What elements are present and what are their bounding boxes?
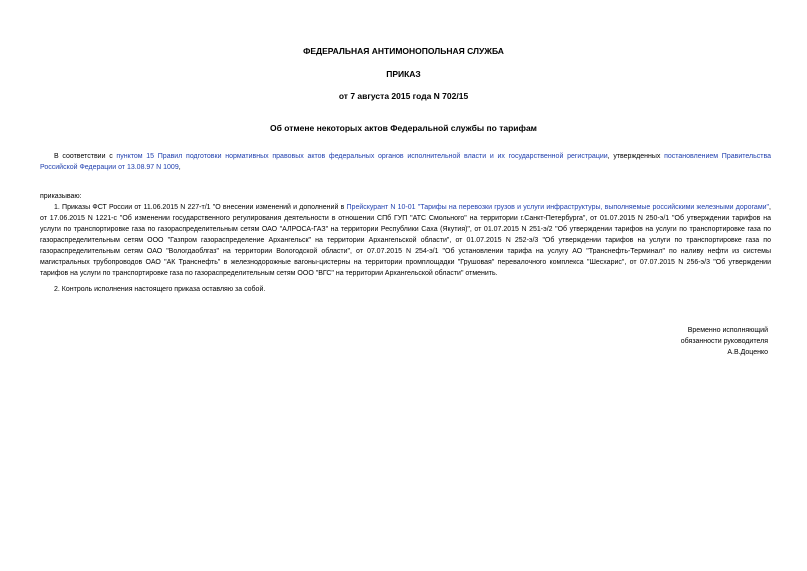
item-1-paragraph [40,202,771,279]
preamble-paragraph [40,151,771,173]
item-2-paragraph: 2. Контроль исполнения настоящего приказа оставляю за собой. [54,286,266,293]
price-list-link[interactable]: Прейскурант N 10-01 "Тарифы на перевозки грузов и услуги инфраструктуры, выполняемые российскими железными дорогами" [346,204,770,211]
rules-link[interactable]: пунктом 15 Правил подготовки нормативных правовых актов федеральных органов исполнительной власти и их государственной регистрации [116,153,608,160]
signature-title-line-2: обязанности руководителя [680,338,768,345]
preamble-middle: , утвержденных [607,153,665,160]
document-title: Об отмене некоторых актов Федеральной службы по тарифам [270,123,537,133]
order-word: приказываю: [40,193,82,200]
signature-title-line-1: Временно исполняющий [687,327,768,334]
item-1-rest: , от 17.06.2015 N 1221-с "Об изменении государственного регулирования деятельности в отношении СПб ГУП "АТС Смольного" на территории г.Санкт-Петербурга", от 01.07.2015 N 250-э/1 "Об утверждении тарифов на услуги по транспортировке газа по газораспределительным сетям ОАО "АЛРОСА-ГАЗ" на территории Республики Саха (Якутия)", от 01.07.2015 N 251-э/2 "Об утверждении тарифов на услуги по транспортировке газа по газораспределительным сетям ООО "Газпром газораспределение Архангельск" на территории Архангельской области", от 01.07.2015 N 252-э/3 "Об утверждении тарифов на услуги по транспортировке газа по газораспределительным сетям ОАО "Вологдаоблгаз" на территории Вологодской области", от 07.07.2015 N 254-э/1 "Об установлении тарифа на услугу АО "Транснефть-Терминал" по наливу нефти из системы магистральных трубопроводов ОАО "АК Транснефть" в железнодорожные вагоны-цистерны на территории промплощадки "Грушовая" перевалочного комплекса "Шесхарис", от 07.07.2015 N 256-э/3 "Об утверждении тарифов на услуги по транспортировке газа по газораспределительным сетям ООО "ВГС" на территории Архангельской области" отменить. [40,204,771,277]
government-decree-link[interactable]: постановлением Правительства Российской Федерации от 13.08.97 N 1009 [40,153,771,171]
doc-type-heading: ПРИКАЗ [386,69,421,79]
preamble-suffix: , [178,164,181,171]
date-number-heading: от 7 августа 2015 года N 702/15 [338,91,469,101]
agency-heading: ФЕДЕРАЛЬНАЯ АНТИМОНОПОЛЬНАЯ СЛУЖБА [303,46,504,56]
signatory-name: А.В.Доценко [727,349,768,356]
item-1-prefix: 1. Приказы ФСТ России от 11.06.2015 N 227-т/1 "О внесении изменений и дополнений в [54,204,347,211]
signature-block [568,325,768,358]
preamble-prefix: В соответствии с [54,153,117,160]
